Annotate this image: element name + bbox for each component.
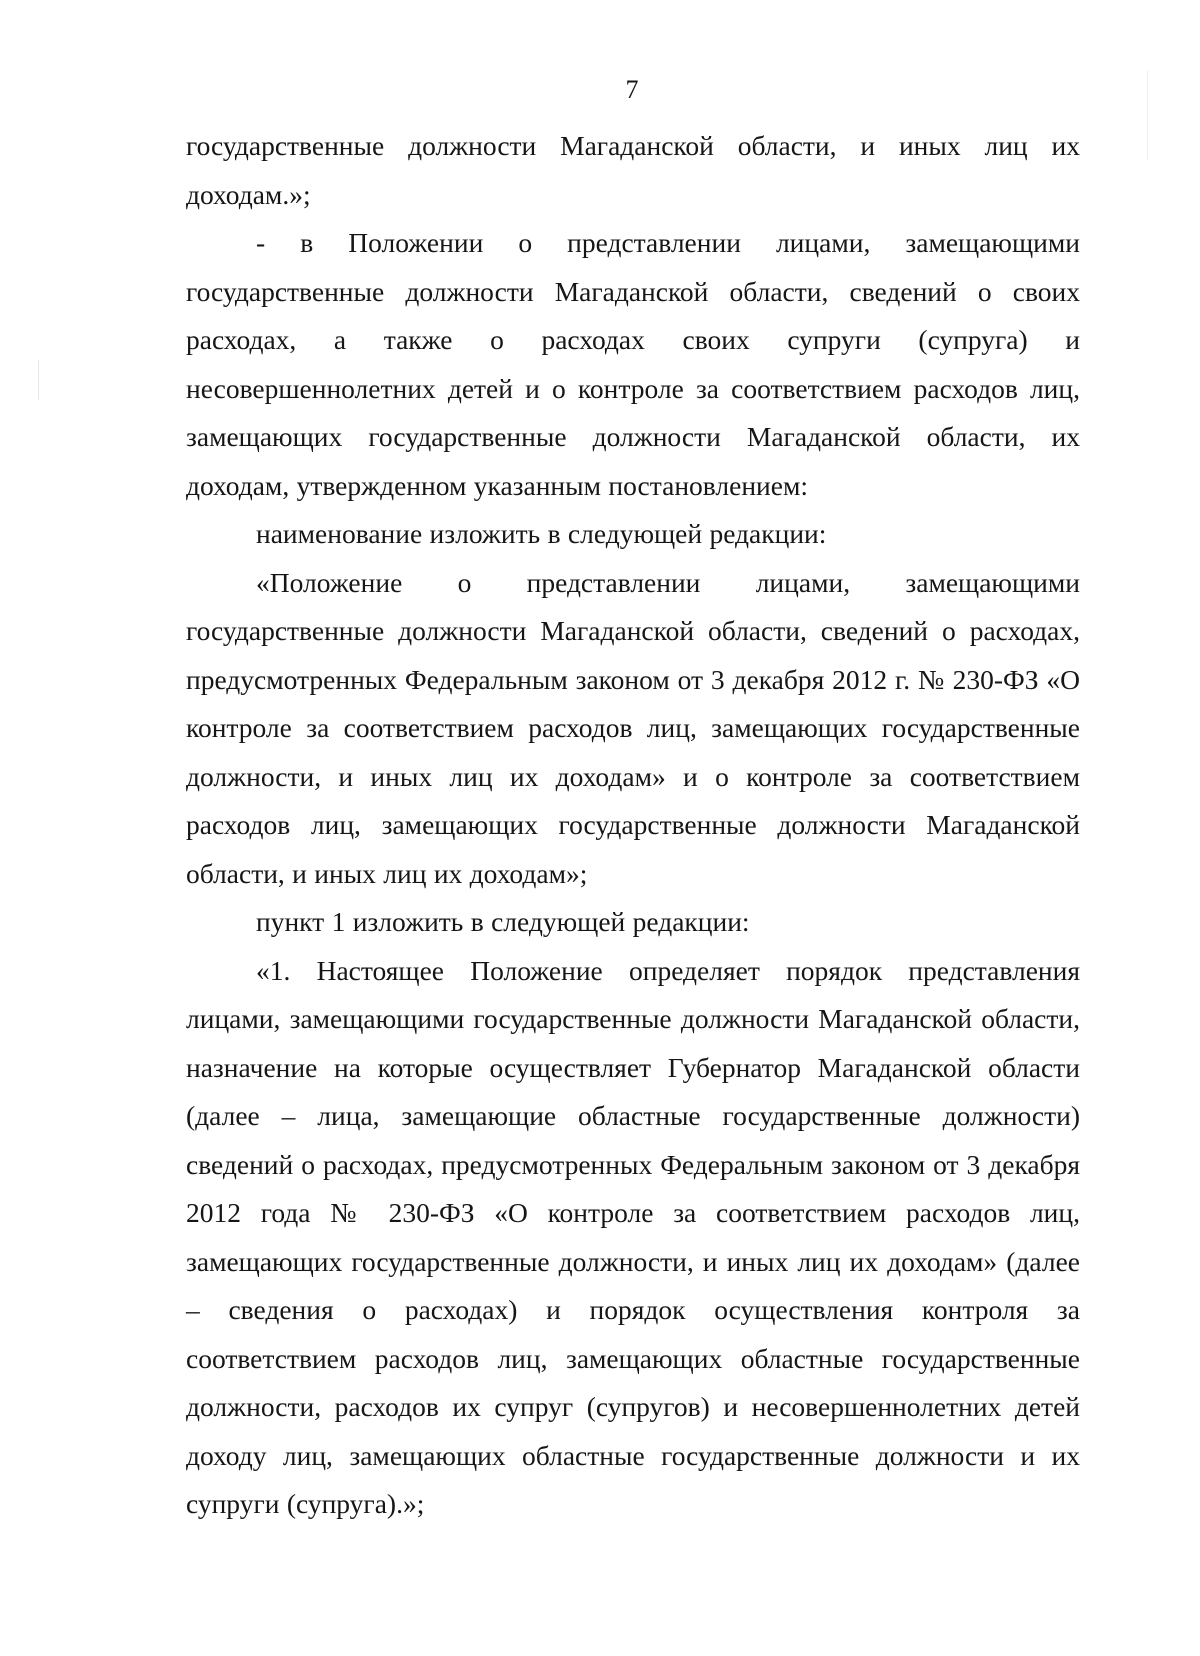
page-number: 7: [625, 75, 639, 104]
paragraph-new-title: «Положение о представлении лицами, замещающими государственные должности Магаданской области, сведений о расходах, предусмотренных Федеральным законом от 3 декабря 2012 г. № 230-ФЗ «О контроле за соответствием расходов лиц, замещающих государственные должности, и иных лиц их доходам» и о контроле за соответствием расходов лиц, замещающих государственные должности Магаданской области, и иных лиц их доходам»;: [186, 566, 1080, 889]
scan-gutter-mark: [38, 360, 39, 400]
document-body: [186, 122, 1080, 1529]
paragraph-item-instruction: пункт 1 изложить в следующей редакции:: [256, 906, 750, 937]
paragraph-name-instruction: наименование изложить в следующей редакции:: [256, 518, 827, 549]
paragraph-continuation: государственные должности Магаданской области, и иных лиц их доходам.»;: [186, 130, 1080, 210]
paragraph-amendment-intro: - в Положении о представлении лицами, замещающими государственные должности Магаданской области, сведений о своих расходах, а также о расходах своих супруги (супруга) и несовершеннолетних детей и о контроле за соответствием расходов лиц, замещающих государственные должности Магаданской области, их доходам, утвержденном указанным постановлением:: [186, 227, 1080, 501]
paragraph-item-1: «1. Настоящее Положение определяет порядок представления лицами, замещающими государственные должности Магаданской области, назначение на которые осуществляет Губернатор Магаданской области (далее – лица, замещающие областные государственные должности) сведений о расходах, предусмотренных Федеральным законом от 3 декабря 2012 года № 230-ФЗ «О контроле за соответствием расходов лиц, замещающих государственные должности, и иных лиц их доходам» (далее – сведения о расходах) и порядок осуществления контроля за соответствием расходов лиц, замещающих областные государственные должности, расходов их супруг (супругов) и несовершеннолетних детей доходу лиц, замещающих областные государственные должности и их супруги (супруга).»;: [186, 954, 1080, 1519]
